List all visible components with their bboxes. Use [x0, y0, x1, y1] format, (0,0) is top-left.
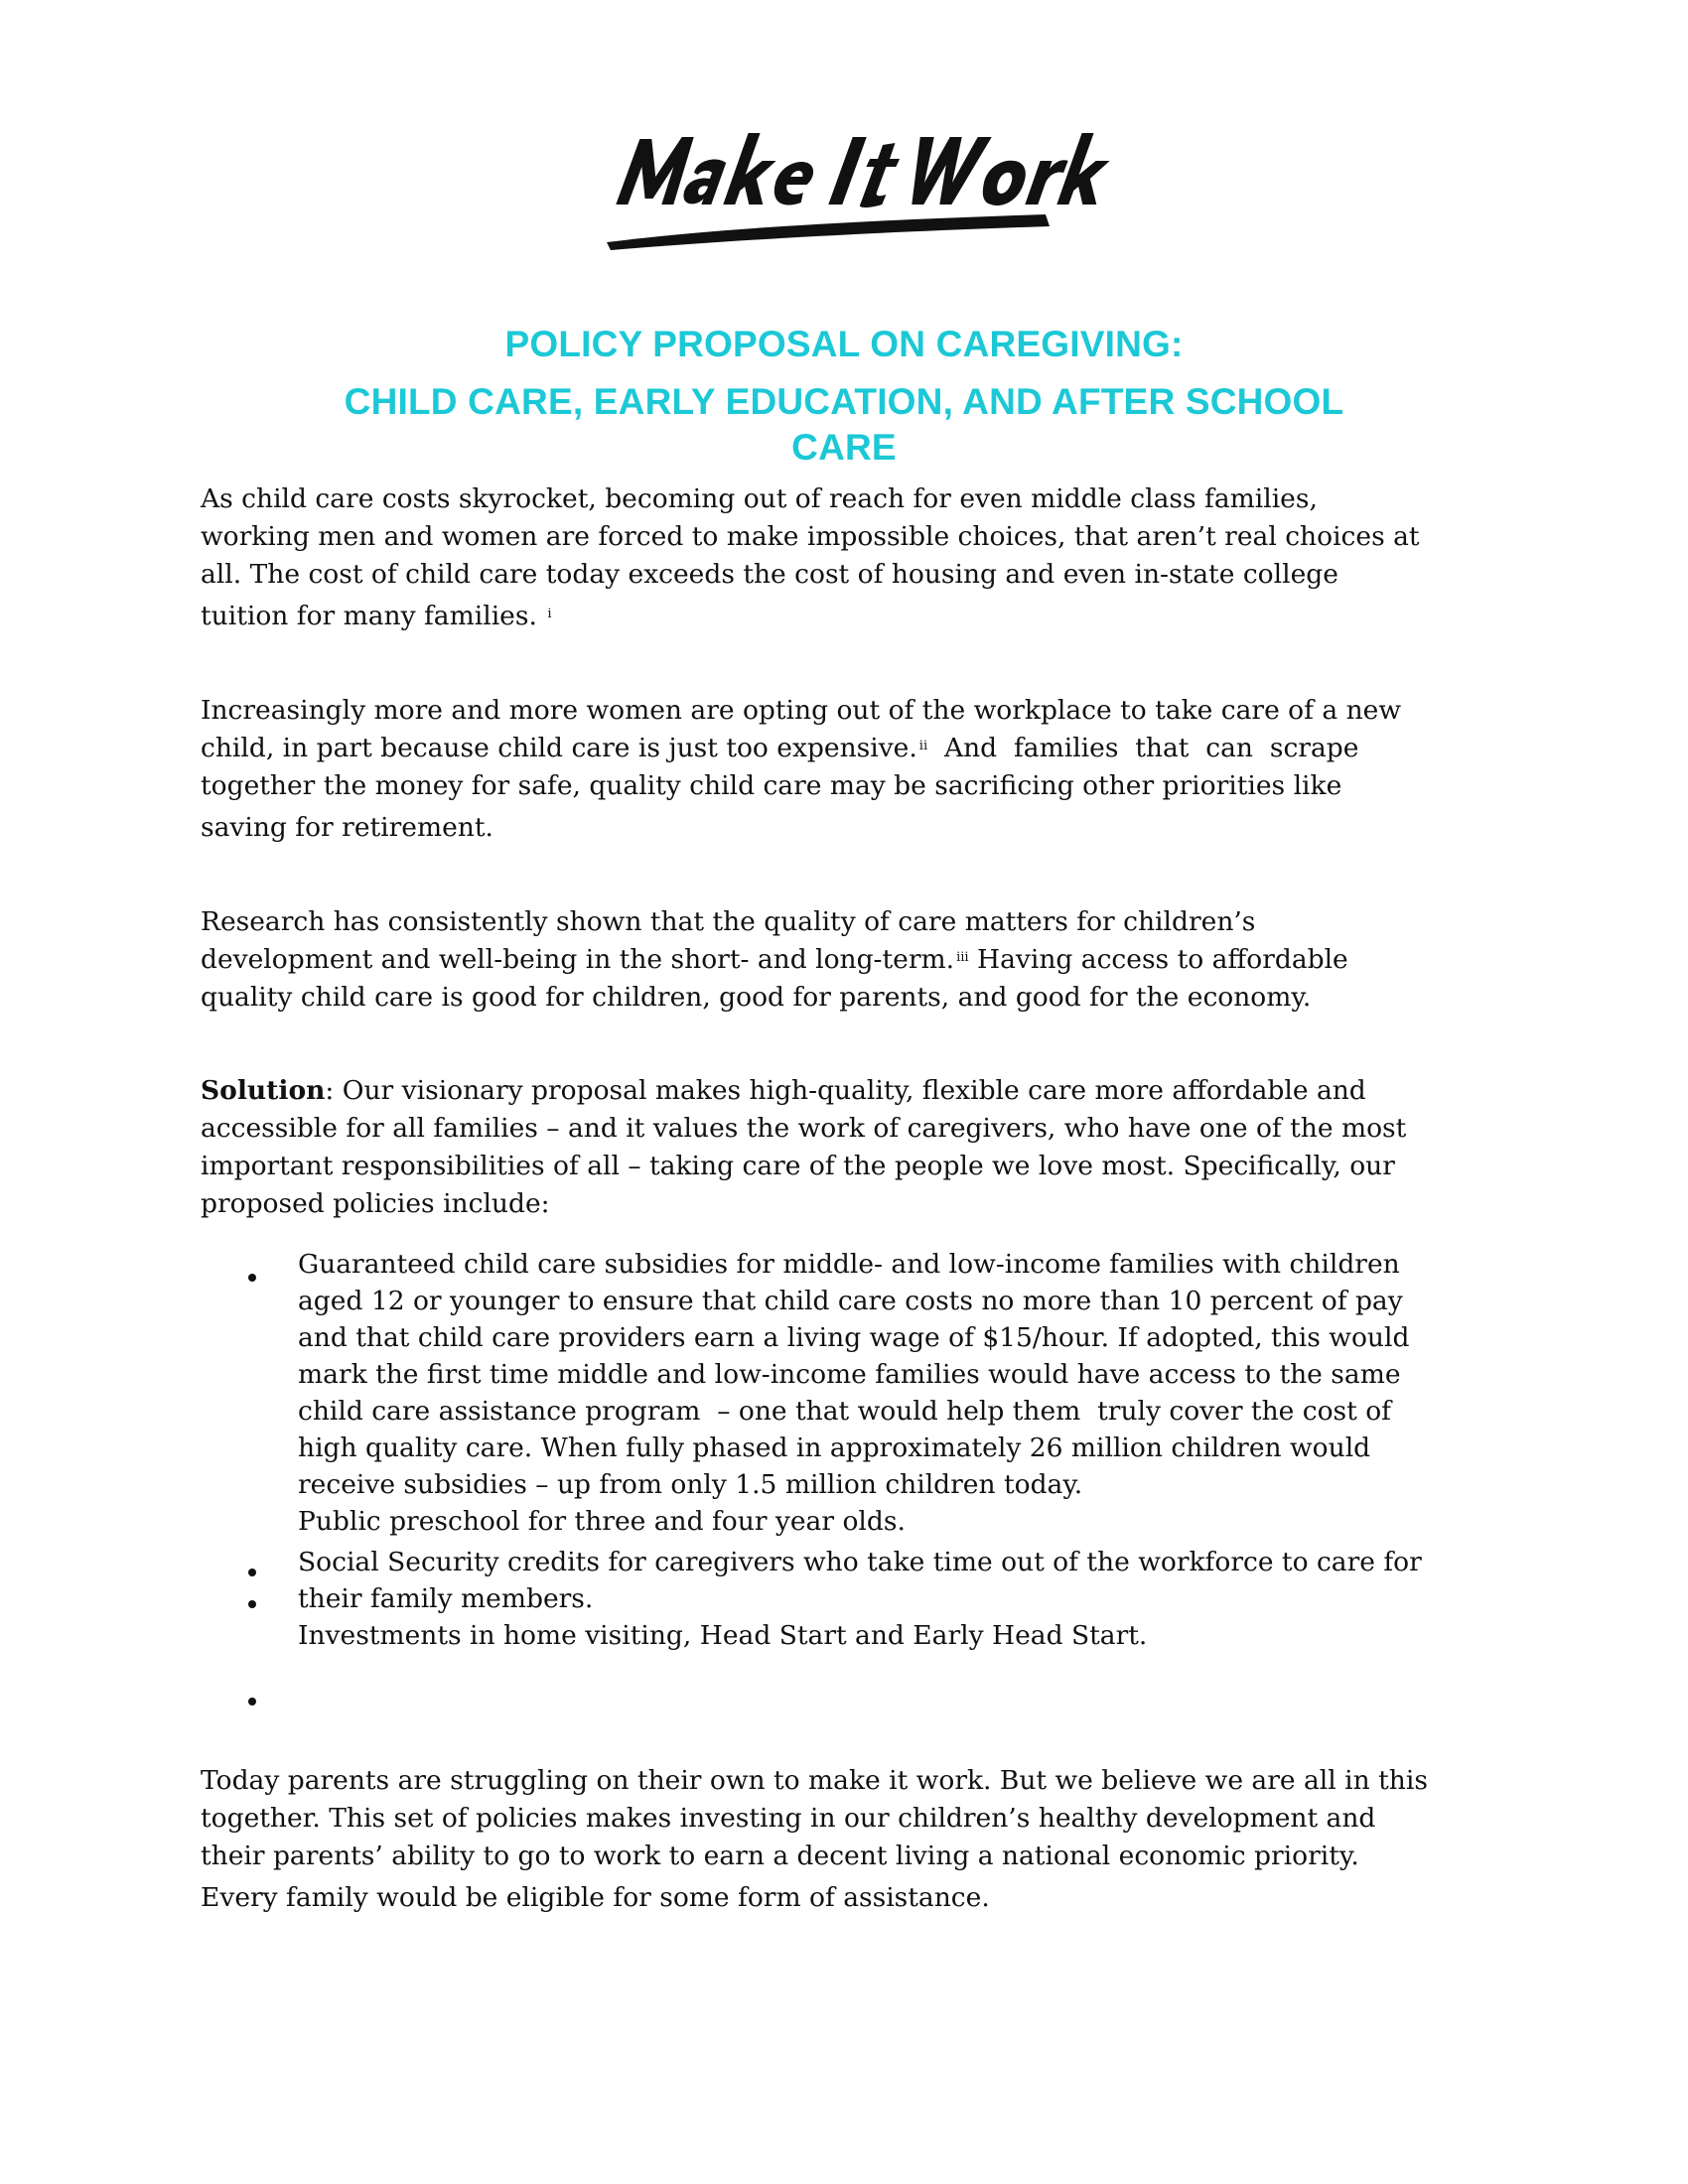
paragraph-women-workplace [201, 692, 1491, 847]
paragraph-conclusion [201, 1762, 1491, 1917]
text-line: Today parents are struggling on their own to make it work. But we believe we are all in this [201, 1765, 1428, 1796]
bullet-dot [248, 1569, 256, 1576]
solution-label: Solution [201, 1075, 326, 1106]
text-line-content: And families that can scrape [927, 733, 1359, 763]
page-title-line-3: CARE [791, 427, 897, 468]
paragraph-solution [201, 1072, 1491, 1223]
text-line-content: development and well-being in the short- and long-term. [201, 944, 955, 975]
bullet-text-line: receive subsidies – up from only 1.5 million children today. [298, 1469, 1083, 1500]
text-line: quality child care is good for children, good for parents, and good for the economy. [201, 982, 1312, 1013]
footnote-marker: ii [918, 739, 928, 753]
bullet-text-line: and that child care providers earn a living wage of $15/hour. If adopted, this would [298, 1322, 1410, 1353]
make-it-work-logo [601, 117, 1087, 256]
page-title-line-1: POLICY PROPOSAL ON CAREGIVING: [504, 324, 1184, 364]
paragraph-intro [201, 480, 1491, 635]
bullet-dot [248, 1274, 256, 1282]
bullet-text-line: aged 12 or younger to ensure that child care costs no more than 10 percent of pay [298, 1286, 1403, 1316]
bullet-text-line: their family members. [298, 1583, 594, 1614]
text-line: accessible for all families – and it values the work of caregivers, who have one of the most [201, 1113, 1407, 1144]
bullet-dot [248, 1600, 256, 1608]
text-line-content: tuition for many families. [201, 601, 537, 631]
text-line [201, 730, 1491, 767]
bullet-text-line: Public preschool for three and four year olds. [298, 1506, 906, 1537]
text-line: Every family would be eligible for some form of assistance. [201, 1882, 990, 1913]
bullet-text-line: Investments in home visiting, Head Start and Early Head Start. [298, 1620, 1148, 1651]
page-title-line-2: CHILD CARE, EARLY EDUCATION, AND AFTER SCHOOL [344, 381, 1344, 422]
text-line [201, 1072, 1491, 1110]
bullet-text-line: child care assistance program – one that would help them truly cover the cost of [298, 1396, 1391, 1427]
text-line: together. This set of policies makes investing in our children’s healthy development and [201, 1803, 1376, 1834]
logo-artwork [601, 117, 1087, 256]
text-line: Research has consistently shown that the quality of care matters for children’s [201, 906, 1256, 937]
bullet-text-line: high quality care. When fully phased in approximately 26 million children would [298, 1433, 1371, 1463]
bullet-dot [248, 1698, 256, 1706]
text-line-content: Having access to affordable [968, 944, 1348, 975]
text-line: together the money for safe, quality child care may be sacrificing other priorities like [201, 770, 1342, 801]
text-line-content: : Our visionary proposal makes high-quality, flexible care more affordable and [325, 1075, 1366, 1106]
text-line: their parents’ ability to go to work to earn a decent living a national economic priority. [201, 1841, 1359, 1871]
footnote-marker: i [547, 607, 552, 621]
bullet-text-line: Guaranteed child care subsidies for middle- and low-income families with children [298, 1249, 1400, 1280]
footnote-marker: iii [956, 950, 969, 965]
bullet-text-line: mark the first time middle and low-income families would have access to the same [298, 1359, 1401, 1390]
text-line: saving for retirement. [201, 812, 493, 843]
text-line-content: child, in part because child care is just too expensive. [201, 733, 917, 763]
text-line: important responsibilities of all – taking care of the people we love most. Specifically, our [201, 1151, 1395, 1181]
text-line: Increasingly more and more women are opting out of the workplace to take care of a new [201, 695, 1402, 726]
text-line: proposed policies include: [201, 1188, 550, 1219]
text-line [201, 941, 1491, 979]
text-line: As child care costs skyrocket, becoming out of reach for even middle class families, [201, 483, 1318, 514]
text-line: all. The cost of child care today exceeds the cost of housing and even in-state college [201, 559, 1338, 590]
text-line: working men and women are forced to make impossible choices, that aren’t real choices at [201, 521, 1420, 552]
text-line [201, 598, 1491, 635]
paragraph-research [201, 903, 1491, 1017]
bullet-text-line: Social Security credits for caregivers who take time out of the workforce to care for [298, 1547, 1422, 1577]
page-title-line-3-clipped [0, 427, 1688, 468]
policy-bullet-list [298, 1246, 1489, 1654]
